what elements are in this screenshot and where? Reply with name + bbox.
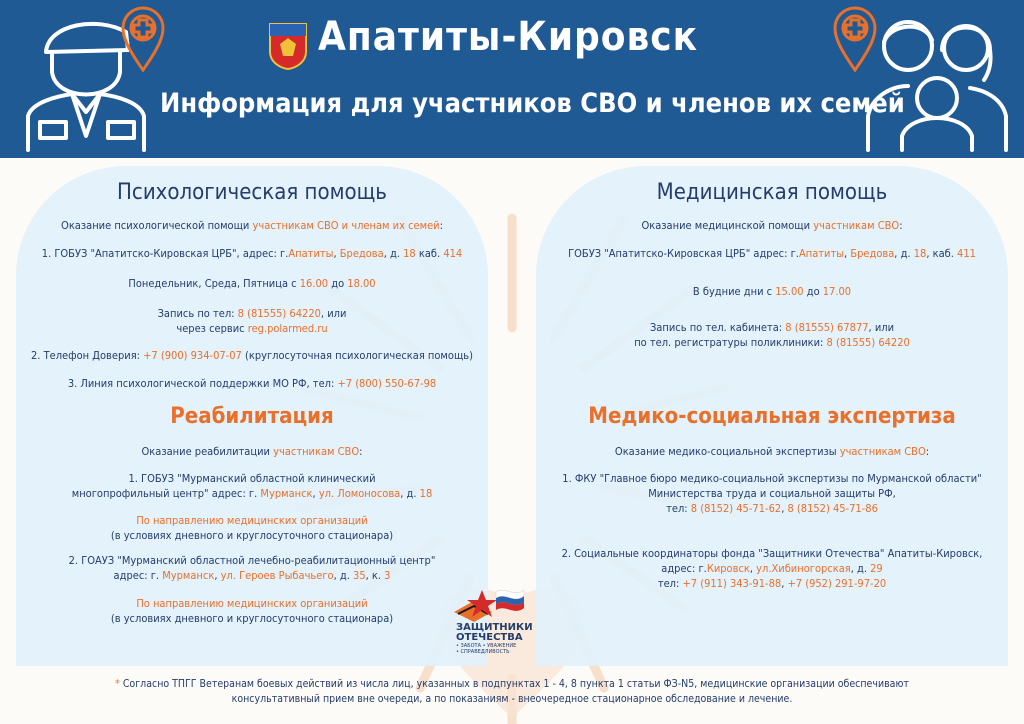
med-intro: Оказание медицинской помощи участникам СВО: — [641, 219, 903, 232]
rehab-title: Реабилитация — [170, 404, 334, 429]
city-crest-icon — [268, 22, 308, 70]
rehab-referral-2: По направлению медицинских организаций (в условиях дневного и круглосуточного стационара) — [110, 597, 394, 625]
logo-text-1: ЗАЩИТНИКИ — [456, 622, 533, 633]
family-icon — [862, 6, 1012, 152]
page-subtitle: Информация для участников СВО и членов их семей — [160, 88, 905, 119]
med-hours: В будние дни с 15.00 до 17.00 — [692, 285, 852, 298]
psych-title: Психологическая помощь — [117, 180, 387, 205]
med-registration: Запись по тел. кабинета: 8 (81555) 67877, или по тел. регистратуры поликлиники: 8 (81555) 64220 — [634, 321, 910, 349]
rehab-item-1: 1. ГОБУЗ "Мурманский областной клинический многопрофильный центр" адрес: г. Мурманск, ул. Ломоносова, д. 18 — [71, 472, 433, 500]
header-banner — [0, 0, 1024, 158]
logo-text-4: • СПРАВЕДЛИВОСТЬ — [456, 649, 510, 655]
psych-registration: Запись по тел: 8 (81555) 64220, или через сервис reg.polarmed.ru — [157, 307, 347, 335]
footnote: * Согласно ТПГГ Ветеранам боевых действий из числа лиц, указанных в подпунктах 1 - 4, 8 пункта 1 статьи ФЗ-N5, медицинские организации обеспечивают консультативный прием вне очереди, а по показаниям - внеочередное стационарное обследование и лечение. — [115, 678, 909, 705]
mse-intro: Оказание медико-социальной экспертизы участникам СВО: — [614, 445, 930, 458]
logo-text-3: • ЗАБОТА • УВАЖЕНИЕ — [456, 643, 517, 649]
psych-item-3: 3. Линия психологической поддержки МО РФ, тел: +7 (800) 550-67-98 — [67, 377, 437, 390]
rehab-referral-1: По направлению медицинских организаций (в условиях дневного и круглосуточного стационара) — [110, 514, 394, 542]
med-item-1: ГОБУЗ "Апатитско-Кировская ЦРБ" адрес: г.Апатиты, Бредова, д. 18, каб. 411 — [568, 247, 976, 260]
mse-item-2: 2. Социальные координаторы фонда "Защитники Отечества" Апатиты-Кировск, адрес: г.Кировск, ул.Хибиногорская, д. 29 тел: +7 (911) 343-91-88, +7 (952) 291-97-20 — [561, 547, 983, 590]
med-title: Медицинская помощь — [656, 180, 888, 205]
defenders-fund-logo — [452, 586, 568, 656]
logo-text-2: ОТЕЧЕСТВА — [456, 632, 523, 643]
psych-item-2: 2. Телефон Доверия: +7 (900) 934-07-07 (круглосуточная психологическая помощь) — [31, 349, 473, 362]
psych-intro: Оказание психологической помощи участникам СВО и членам их семей: — [61, 219, 443, 232]
psych-item-1: 1. ГОБУЗ "Апатитско-Кировская ЦРБ", адрес: г.Апатиты, Бредова, д. 18 каб. 414 — [41, 247, 463, 260]
mse-title: Медико-социальная экспертиза — [588, 404, 956, 429]
psych-hours: Понедельник, Среда, Пятница с 16.00 до 18.00 — [128, 277, 376, 290]
page-title: Апатиты-Кировск — [318, 14, 699, 60]
rehab-intro: Оказание реабилитации участникам СВО: — [141, 445, 363, 458]
mse-item-1: 1. ФКУ "Главное бюро медико-социальной экспертизы по Мурманской области" Министерства труда и социальной защиты РФ, тел: 8 (8152) 45-71-62, 8 (8152) 45-71-86 — [562, 472, 982, 515]
medical-pin-left-icon — [120, 6, 166, 72]
rehab-item-2: 2. ГОАУЗ "Мурманский областной лечебно-реабилитационный центр" адрес: г. Мурманск, ул. Героев Рыбачьего, д. 35, к. 3 — [68, 554, 436, 582]
